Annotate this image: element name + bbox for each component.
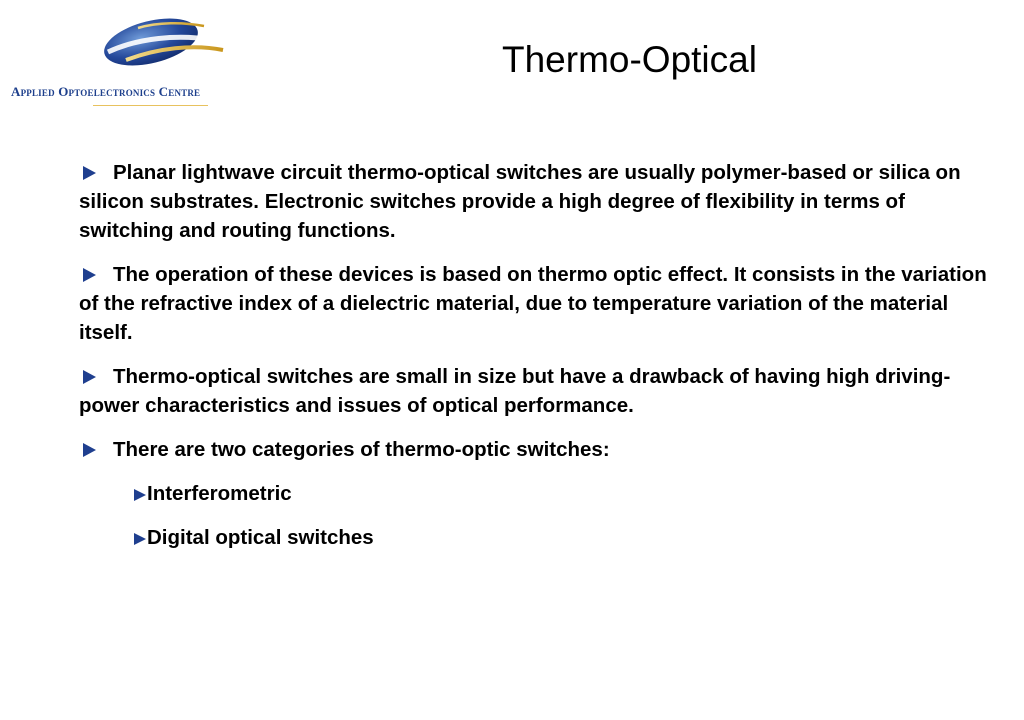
sub-bullet-text: Interferometric <box>147 482 292 505</box>
sub-bullet-item <box>134 479 989 508</box>
sub-bullet-arrow-icon <box>134 489 146 501</box>
bullet-text: Planar lightwave circuit thermo-optical switches are usually polymer-based or silica on silicon substrates. Electronic switches provide a high degree of flexibility in terms of switching and routing functions. <box>79 161 961 242</box>
logo-text: Applied Optoelectronics Centre <box>11 84 201 99</box>
sub-bullet-item <box>134 523 989 552</box>
bullet-arrow-icon <box>83 166 96 180</box>
bullet-item <box>79 362 989 420</box>
bullet-text: Thermo-optical switches are small in size but have a drawback of having high driving-power characteristics and issues of optical performance. <box>79 365 951 417</box>
bullet-list <box>79 158 989 567</box>
slide-title: Thermo-Optical <box>502 39 757 80</box>
bullet-item <box>79 158 989 245</box>
logo-underline <box>93 105 208 106</box>
bullet-arrow-icon <box>83 370 96 384</box>
company-logo <box>8 8 288 108</box>
bullet-arrow-icon <box>83 443 96 457</box>
sub-bullet-text: Digital optical switches <box>147 526 374 549</box>
bullet-item <box>79 435 989 464</box>
bullet-arrow-icon <box>83 268 96 282</box>
bullet-text: The operation of these devices is based on thermo optic effect. It consists in the variation of the refractive index of a dielectric material, due to temperature variation of the material itself. <box>79 263 987 344</box>
sub-bullet-arrow-icon <box>134 533 146 545</box>
bullet-text: There are two categories of thermo-optic switches: <box>113 438 610 461</box>
bullet-item <box>79 260 989 347</box>
